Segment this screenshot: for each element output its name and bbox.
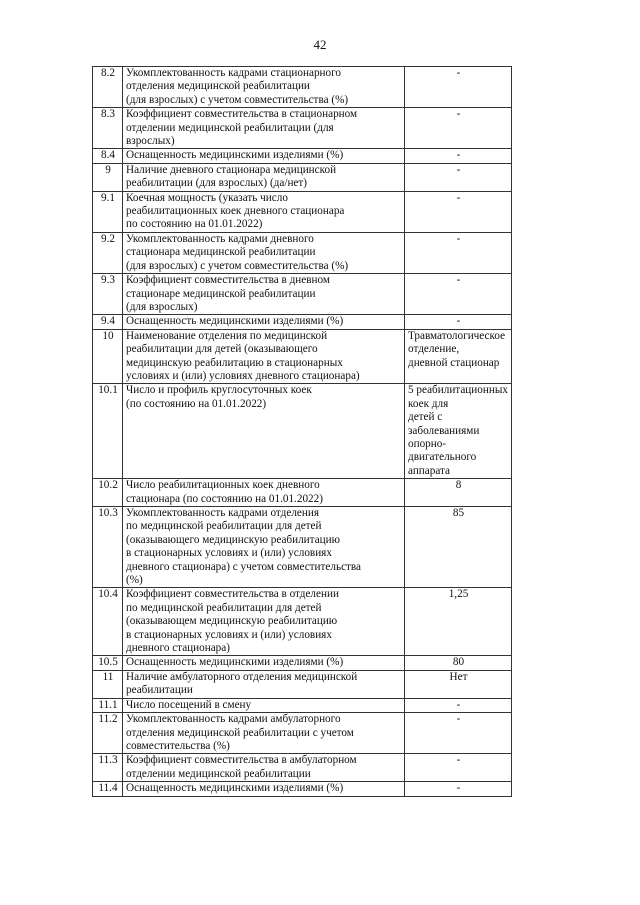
row-parameter: Наличие дневного стационара медицинской реабилитации (для взрослых) (да/нет) [123,163,405,191]
row-parameter: Укомплектованность кадрами отделения по медицинской реабилитации для детей (оказывающего медицинскую реабилитацию в стационарных условиях и (или) условиях дневного стационара) с учетом совместительства (%) [123,507,405,588]
row-number: 8.4 [93,149,123,163]
row-number: 10.3 [93,507,123,588]
row-number: 9.4 [93,315,123,329]
row-number: 9.3 [93,274,123,315]
table-row [93,698,512,712]
row-number: 11.2 [93,713,123,754]
row-value: - [405,67,512,108]
table-row [93,191,512,232]
row-value: - [405,149,512,163]
row-parameter: Коэффициент совместительства в дневном стационаре медицинской реабилитации (для взрослых) [123,274,405,315]
row-value: - [405,782,512,796]
row-parameter: Коэффициент совместительства в отделении по медицинской реабилитации для детей (оказывающем медицинскую реабилитацию в стационарных условиях и (или) условиях дневного стационара) [123,588,405,656]
row-parameter: Оснащенность медицинскими изделиями (%) [123,656,405,670]
row-parameter: Число реабилитационных коек дневного стационара (по состоянию на 01.01.2022) [123,479,405,507]
row-number: 10.2 [93,479,123,507]
row-number: 11.4 [93,782,123,796]
row-parameter: Коечная мощность (указать число реабилитационных коек дневного стационара по состоянию на 01.01.2022) [123,191,405,232]
row-number: 10.4 [93,588,123,656]
row-parameter: Коэффициент совместительства в амбулаторном отделении медицинской реабилитации [123,754,405,782]
table-row [93,108,512,149]
row-value: 5 реабилитационных коек для детей с заболеваниями опорно- двигательного аппарата [405,384,512,479]
row-parameter: Наименование отделения по медицинской реабилитации для детей (оказывающего медицинскую реабилитацию в стационарных условиях и (или) условиях дневного стационара) [123,329,405,384]
table-row [93,149,512,163]
row-parameter: Число и профиль круглосуточных коек (по состоянию на 01.01.2022) [123,384,405,479]
row-value: - [405,713,512,754]
row-number: 11.3 [93,754,123,782]
row-value: - [405,191,512,232]
table-row [93,329,512,384]
row-value: - [405,754,512,782]
page-number: 42 [313,37,327,52]
row-value: Травматологическое отделение, дневной стационар [405,329,512,384]
row-parameter: Укомплектованность кадрами дневного стационара медицинской реабилитации (для взрослых) с учетом совместительства (%) [123,232,405,273]
row-number: 9 [93,163,123,191]
row-parameter: Укомплектованность кадрами стационарного отделения медицинской реабилитации (для взрослых) с учетом совместительства (%) [123,67,405,108]
row-value: - [405,315,512,329]
row-parameter: Оснащенность медицинскими изделиями (%) [123,149,405,163]
row-number: 10.1 [93,384,123,479]
row-number: 11.1 [93,698,123,712]
indicators-table [92,66,512,797]
table-body [93,67,512,797]
row-value: 85 [405,507,512,588]
row-number: 10 [93,329,123,384]
table-row [93,713,512,754]
row-parameter: Оснащенность медицинскими изделиями (%) [123,782,405,796]
row-value: 80 [405,656,512,670]
table-row [93,479,512,507]
row-value: - [405,698,512,712]
row-number: 8.3 [93,108,123,149]
table-row [93,670,512,698]
table-row [93,507,512,588]
table-row [93,315,512,329]
table-row [93,588,512,656]
table-row [93,274,512,315]
row-value: - [405,232,512,273]
row-number: 8.2 [93,67,123,108]
row-value: 8 [405,479,512,507]
row-value: Нет [405,670,512,698]
table-row [93,782,512,796]
table-row [93,384,512,479]
row-parameter: Наличие амбулаторного отделения медицинской реабилитации [123,670,405,698]
row-number: 9.1 [93,191,123,232]
table-row [93,754,512,782]
row-number: 10.5 [93,656,123,670]
table-row [93,656,512,670]
row-parameter: Оснащенность медицинскими изделиями (%) [123,315,405,329]
row-number: 11 [93,670,123,698]
row-parameter: Укомплектованность кадрами амбулаторного отделения медицинской реабилитации с учетом совместительства (%) [123,713,405,754]
row-value: - [405,163,512,191]
row-number: 9.2 [93,232,123,273]
table-row [93,67,512,108]
table-row [93,163,512,191]
table-row [93,232,512,273]
row-parameter: Коэффициент совместительства в стационарном отделении медицинской реабилитации (для взрослых) [123,108,405,149]
row-value: - [405,274,512,315]
row-value: - [405,108,512,149]
row-value: 1,25 [405,588,512,656]
row-parameter: Число посещений в смену [123,698,405,712]
